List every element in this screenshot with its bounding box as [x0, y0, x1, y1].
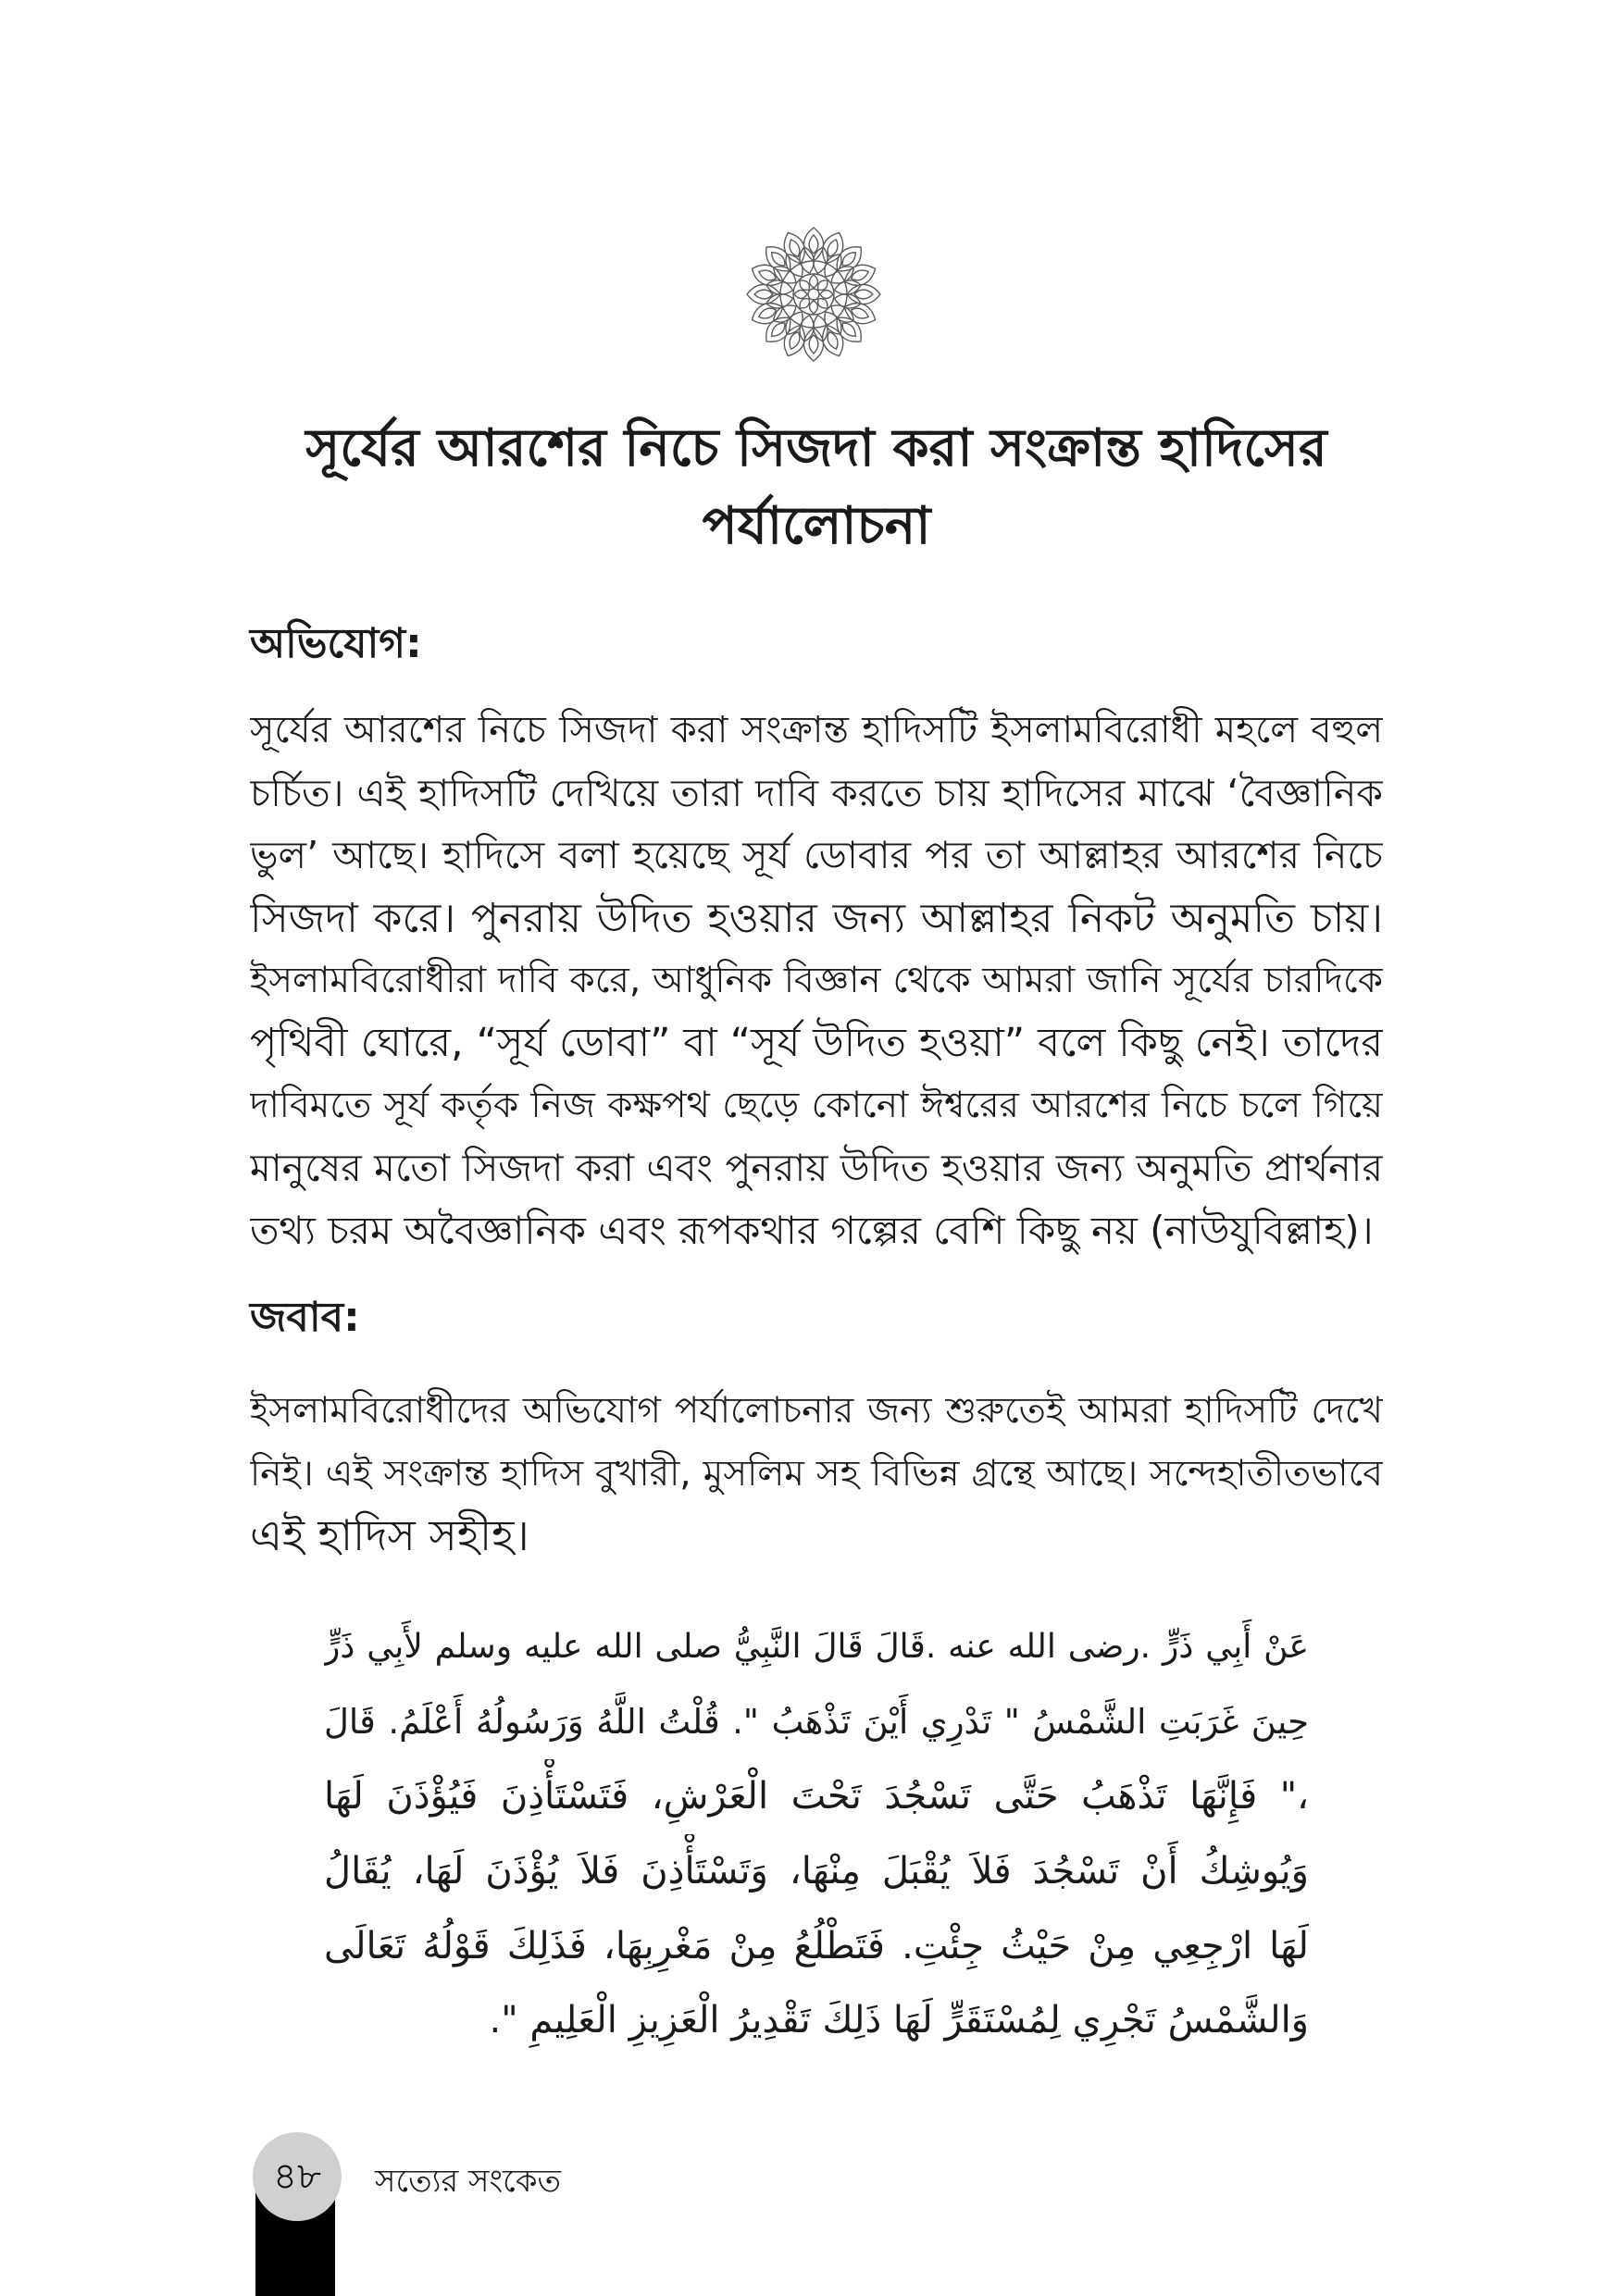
- objection-line: তথ্য চরম অবৈজ্ঞানিক এবং রূপকথার গল্পের বেশি কিছু নয় (নাউযুবিল্লাহ)।: [250, 1208, 1374, 1253]
- ornament-outer-petal: [847, 284, 880, 304]
- answer-line: ইসলামবিরোধীদের অভিযোগ পর্যালোচনার জন্য শুরুতেই আমরা হাদিসটি দেখে: [250, 1390, 1383, 1432]
- objection-line: মানুষের মতো সিজদা করা এবং পুনরায় উদিত হওয়ার জন্য অনুমতি প্রার্থনার: [250, 1145, 1383, 1190]
- hadith-arabic-quote: [324, 1610, 1309, 2058]
- chapter-title-line: পর্যালোচনা: [702, 496, 931, 556]
- objection-paragraph: [250, 700, 1383, 1262]
- hadith-line: عَنْ أَبِي ذَرٍّ .رضى الله عنه .قَالَ قَالَ النَّبِيُّ صلى الله عليه وسلم لأَبِي ذَرٍّ: [324, 1628, 1309, 1666]
- ornament-inner-petal: [810, 301, 818, 314]
- answer-line: নিই। এই সংক্রান্ত হাদিস বুখারী, মুসলিম সহ বিভিন্ন গ্রন্থে আছে। সন্দেহাতীতভাবে: [250, 1452, 1383, 1495]
- answer-heading: জবাব:: [250, 1294, 360, 1341]
- ornament-mid-petal: [797, 246, 815, 275]
- ornament-petal-detail: [754, 290, 773, 299]
- hadith-line: ،" فَإِنَّهَا تَذْهَبُ حَتَّى تَسْجُدَ تَحْتَ الْعَرْشِ، فَتَسْتَأْذِنَ فَيُؤْذَنَ لَهَا: [324, 1775, 1309, 1818]
- answer-line: এই হাদিস সহীহ।: [250, 1510, 529, 1560]
- ornament-petal-detail: [854, 290, 873, 299]
- objection-line: দাবিমতে সূর্য কর্তৃক নিজ কক্ষপথ ছেড়ে কোনো ঈশ্বরের আরশের নিচে চলে গিয়ে: [250, 1085, 1383, 1126]
- ornament-petals: [747, 228, 880, 361]
- mandala-ornament-icon: [744, 225, 883, 364]
- objection-line: সিজদা করে। পুনরায় উদিত হওয়ার জন্য আল্লাহর নিকট অনুমতি চায়।: [250, 894, 1383, 942]
- chapter-title: [250, 410, 1383, 565]
- page-number: ৪৮: [273, 2155, 321, 2198]
- ornament-outer-petal: [803, 328, 823, 361]
- answer-paragraph: [250, 1380, 1383, 1568]
- hadith-line: وَيُوشِكُ أَنْ تَسْجُدَ فَلاَ يُقْبَلَ مِنْهَا، وَتَسْتَأْذِنَ فَلاَ يُؤْذَنَ لَهَا، يُقَالُ: [324, 1850, 1309, 1893]
- ornament-petal-detail: [809, 335, 818, 354]
- ornament-mid-petal: [765, 278, 794, 296]
- objection-heading: অভিযোগ:: [250, 620, 422, 667]
- chapter-title-line: সূর্যের আরশের নিচে সিজদা করা সংক্রান্ত হাদিসের: [305, 418, 1327, 478]
- objection-line: সূর্যের আরশের নিচে সিজদা করা সংক্রান্ত হাদিসটি ইসলামবিরোধী মহলে বহুল: [250, 709, 1383, 751]
- ornament-inner-petal: [794, 291, 807, 299]
- hadith-line: لَهَا ارْجِعِي مِنْ حَيْثُ جِئْتِ. فَتَطْلُعُ مِنْ مَغْرِبِهَا، فَذَلِكَ قَوْلُهُ تَعَالَى: [324, 1924, 1309, 1967]
- ornament-center: [808, 289, 819, 300]
- ornament-ring-inner: [793, 274, 834, 315]
- ornament-ring-outer: [780, 261, 847, 328]
- objection-line: ইসলামবিরোধীরা দাবি করে, আধুনিক বিজ্ঞান থেকে আমরা জানি সূর্যের চারদিকে: [250, 960, 1383, 1001]
- ornament-petal-detail: [809, 235, 818, 254]
- hadith-line: وَالشَّمْسُ تَجْرِي لِمُسْتَقَرٍّ لَهَا ذَلِكَ تَقْدِيرُ الْعَزِيزِ الْعَلِيمِ ".: [489, 1999, 1309, 2042]
- objection-line: পৃথিবী ঘোরে, “সূর্য ডোবা” বা “সূর্য উদিত হওয়া” বলে কিছু নেই। তাদের: [250, 1019, 1383, 1066]
- ornament-inner-petal: [810, 275, 818, 288]
- objection-line: চর্চিত। এই হাদিসটি দেখিয়ে তারা দাবি করতে চায় হাদিসের মাঝে ‘বৈজ্ঞানিক: [250, 770, 1383, 815]
- ornament-mid-petal: [833, 292, 862, 310]
- page-number-badge: [253, 2132, 342, 2221]
- objection-line: ভুল’ আছে। হাদিসে বলা হয়েছে সূর্য ডোবার পর তা আল্লাহর আরশের নিচে: [250, 833, 1383, 877]
- ornament-mid-petal: [797, 314, 815, 342]
- ornament-inner-petal: [820, 291, 833, 299]
- running-footer-book-title: সত্যের সংকেত: [375, 2163, 562, 2200]
- ornament-outer-petal: [803, 228, 823, 261]
- hadith-line: حِينَ غَرَبَتِ الشَّمْسُ " تَدْرِي أَيْنَ تَذْهَبُ ". قُلْتُ اللَّهُ وَرَسُولُهُ أَعْلَمُ. قَالَ: [324, 1701, 1309, 1742]
- ornament-outer-petal: [747, 284, 780, 304]
